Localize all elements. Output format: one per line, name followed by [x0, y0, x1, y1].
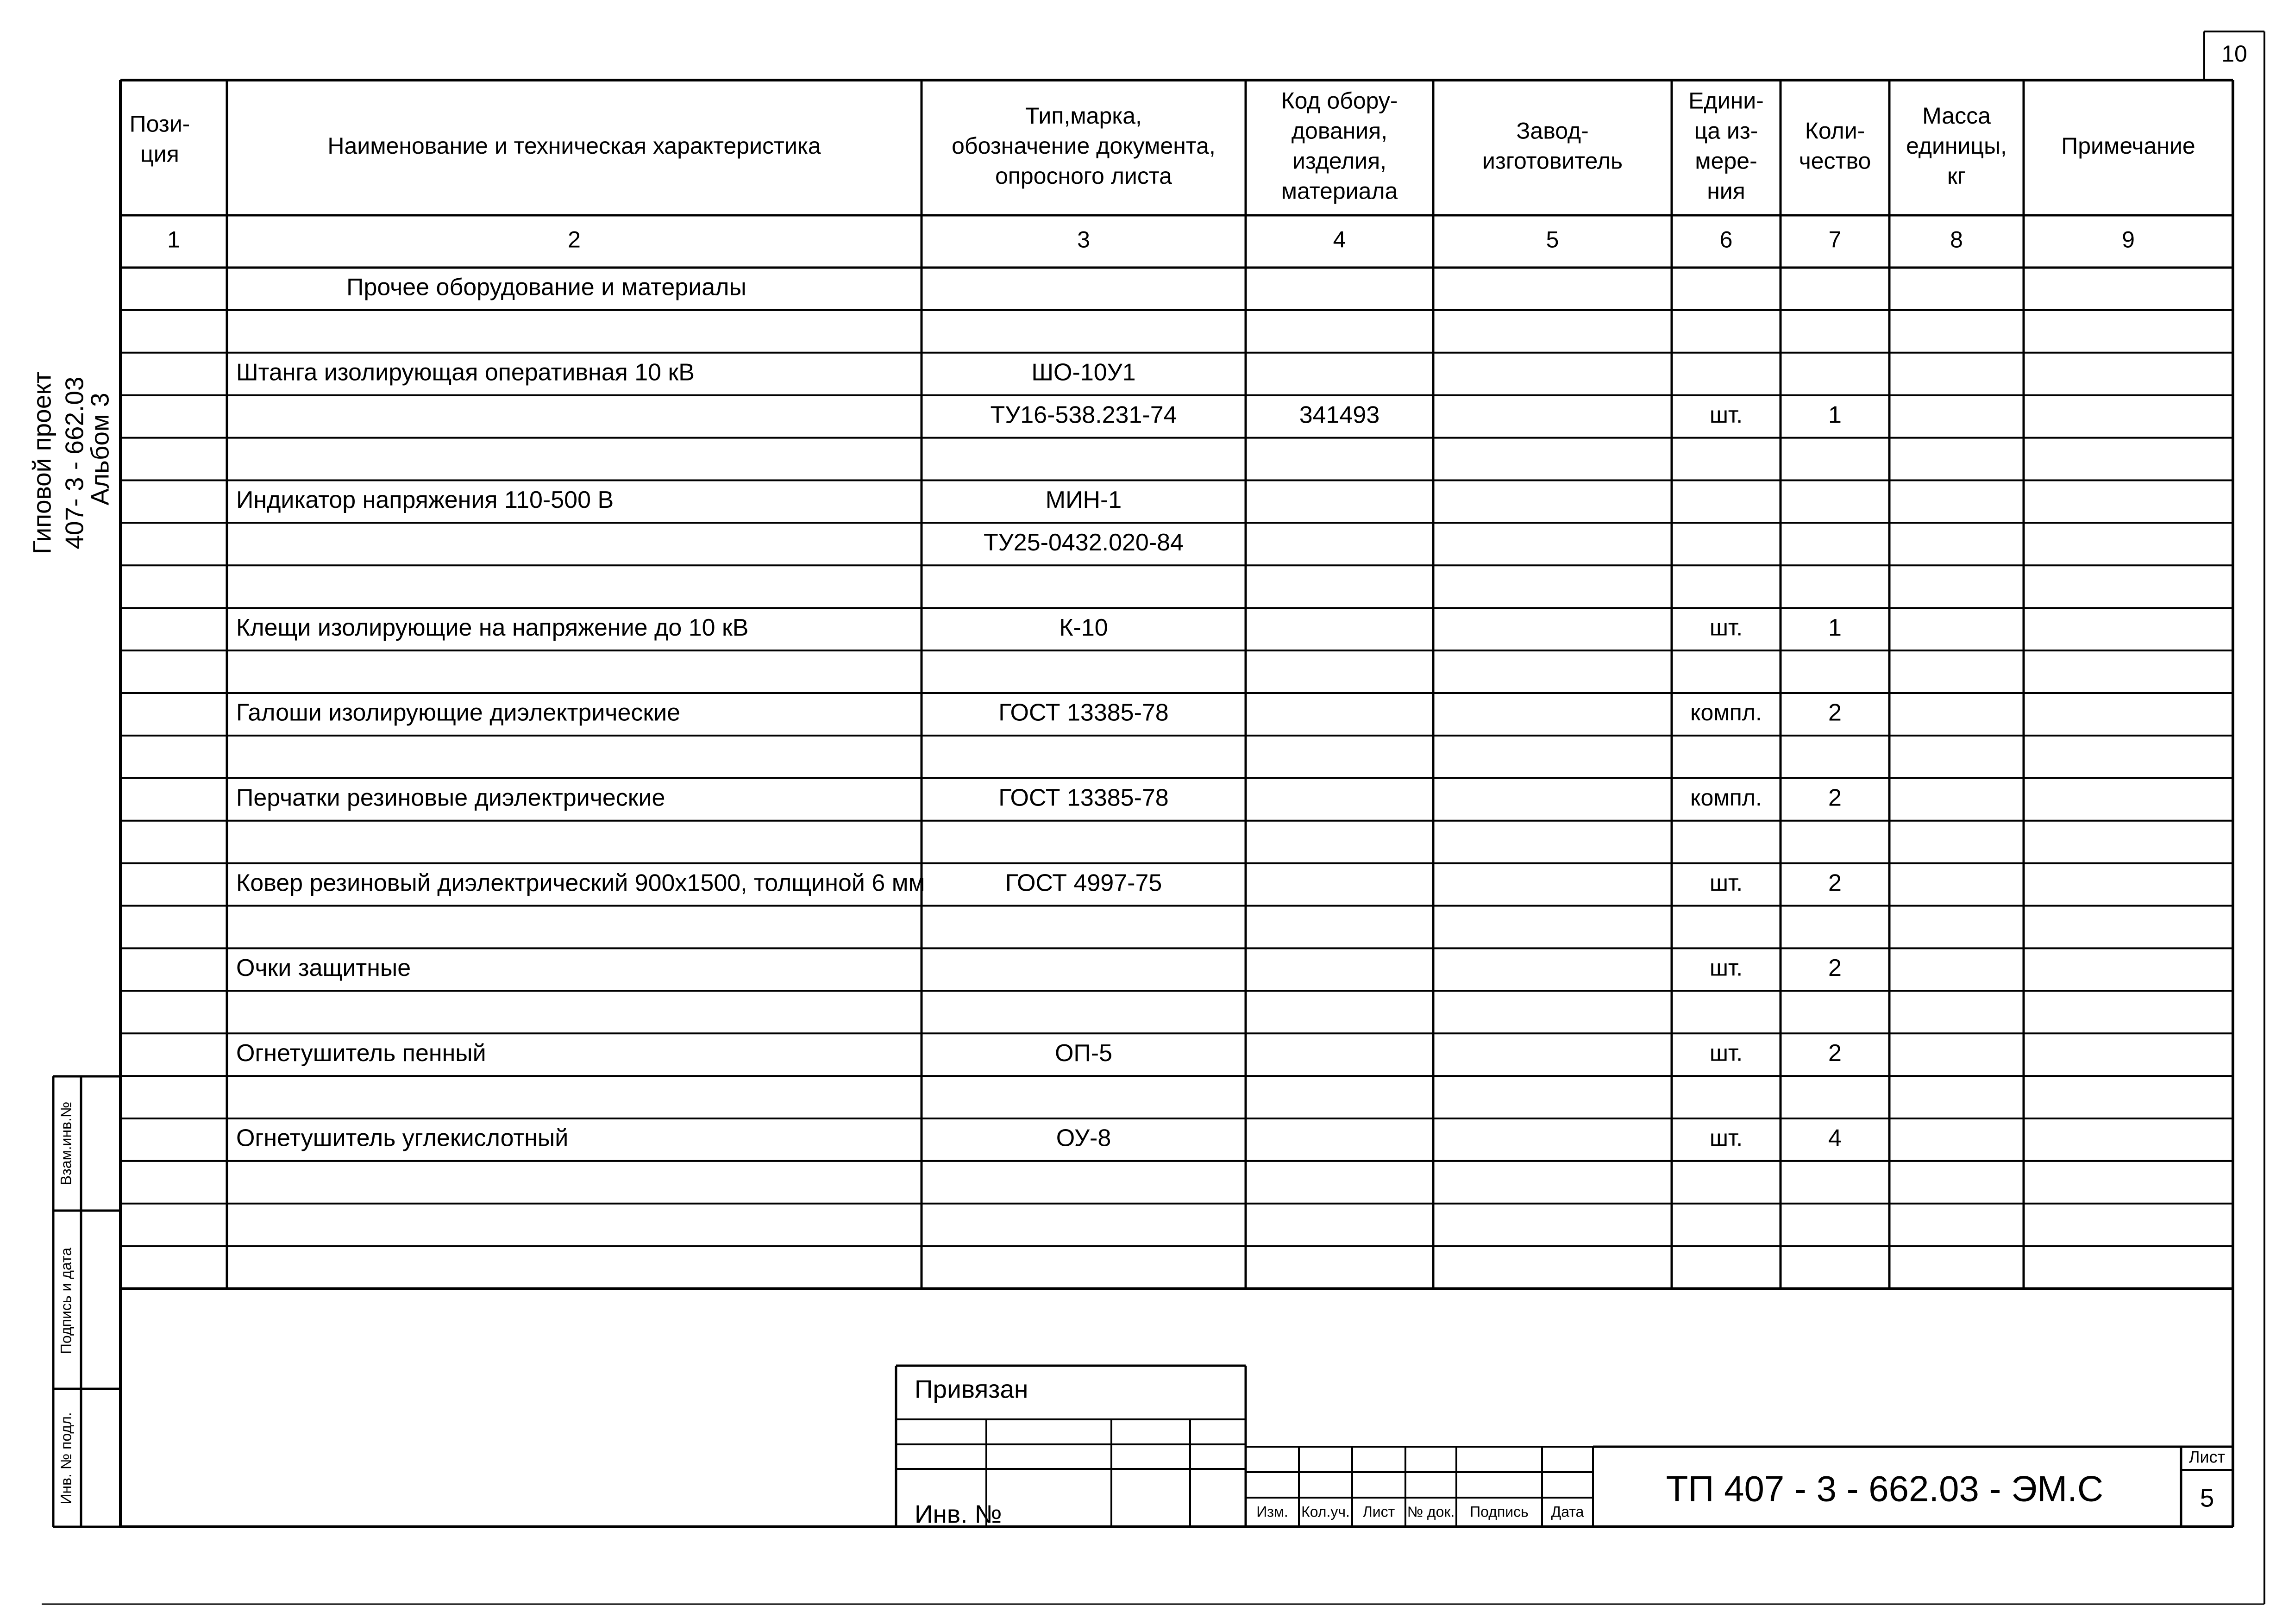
- row-name: Клещи изолирующие на напряжение до 10 кВ: [236, 614, 749, 641]
- row-type: ОУ-8: [1056, 1124, 1111, 1152]
- title-block-label: Дата: [1551, 1503, 1584, 1520]
- row-qty: 1: [1828, 401, 1842, 429]
- row-name: Очки защитные: [236, 955, 411, 982]
- row-qty: 2: [1828, 784, 1842, 812]
- column-number: 7: [1828, 226, 1842, 253]
- header-col-5: Завод-изготовитель: [1482, 118, 1623, 174]
- column-number: 8: [1950, 226, 1963, 253]
- row-qty: 2: [1828, 955, 1842, 982]
- row-qty: 2: [1828, 1039, 1842, 1067]
- row-type: ГОСТ 13385-78: [998, 699, 1169, 726]
- document-designation: ТП 407 - 3 - 662.03 - ЭМ.С: [1666, 1468, 2104, 1509]
- row-unit: шт.: [1709, 401, 1743, 428]
- side-box-inv: Инв. № подл.: [57, 1412, 75, 1505]
- row-name: Ковер резиновый диэлектрический 900х1500, толщиной 6 мм: [236, 869, 925, 897]
- row-unit: шт.: [1709, 1040, 1743, 1066]
- row-unit: шт.: [1709, 614, 1743, 641]
- column-number: 3: [1077, 226, 1090, 253]
- row-qty: 1: [1828, 614, 1842, 641]
- row-name: Штанга изолирующая оперативная 10 кВ: [236, 359, 695, 386]
- row-name: Огнетушитель пенный: [236, 1039, 486, 1067]
- row-qty: 2: [1828, 699, 1842, 726]
- row-name: Перчатки резиновые диэлектрические: [236, 784, 665, 812]
- row-name: Галоши изолирующие диэлектрические: [236, 699, 681, 726]
- column-number: 4: [1333, 226, 1346, 253]
- row-unit: компл.: [1690, 700, 1762, 726]
- row-qty: 4: [1828, 1124, 1842, 1152]
- title-block-label: Изм.: [1256, 1503, 1288, 1520]
- side-project-number: 407- 3 - 662.03: [60, 376, 89, 550]
- title-block-label: № док.: [1407, 1503, 1455, 1520]
- header-position: Пози-ция: [129, 111, 190, 167]
- title-block-label: Подпись: [1470, 1503, 1529, 1520]
- header-col-9: Примечание: [2061, 133, 2195, 159]
- row-type: ШО-10У1: [1031, 359, 1136, 386]
- header-col-2: Наименование и техническая характеристика: [327, 133, 821, 159]
- side-box-podpis: Подпись и дата: [57, 1247, 75, 1355]
- row-unit: шт.: [1709, 869, 1743, 896]
- header-col-8: Масса единицы, кг: [1906, 103, 2007, 189]
- sheet-label: Лист: [2188, 1447, 2226, 1467]
- row-type: МИН-1: [1045, 487, 1122, 514]
- row-qty: 2: [1828, 869, 1842, 897]
- row-type: ГОСТ 13385-78: [998, 784, 1169, 812]
- privyazan-title: Привязан: [915, 1374, 1028, 1404]
- title-block-label: Кол.уч.: [1301, 1503, 1350, 1520]
- header-col-7: Коли-чество: [1799, 118, 1871, 174]
- row-name: Индикатор напряжения 110-500 В: [236, 487, 614, 514]
- column-number: 1: [167, 226, 180, 253]
- row-type: ОП-5: [1054, 1039, 1113, 1067]
- row-unit: шт.: [1709, 955, 1743, 981]
- title-block-label: Лист: [1362, 1503, 1395, 1520]
- row-name: Огнетушитель углекислотный: [236, 1124, 569, 1152]
- row-type: ТУ16-538.231-74: [990, 401, 1177, 429]
- side-album: Альбом 3: [85, 393, 114, 506]
- column-number: 2: [568, 226, 581, 253]
- column-number: 5: [1546, 226, 1559, 253]
- column-number: 9: [2122, 226, 2135, 253]
- row-type: К-10: [1059, 614, 1108, 641]
- row-type: ТУ25-0432.020-84: [984, 529, 1184, 556]
- row-code: 341493: [1299, 401, 1380, 429]
- header-col-6: Едини-ца из-мере-ния: [1688, 87, 1764, 204]
- section-title: Прочее оборудование и материалы: [346, 274, 746, 301]
- row-type: ГОСТ 4997-75: [1005, 869, 1162, 897]
- sheet-number: 5: [2200, 1483, 2214, 1512]
- row-unit: шт.: [1709, 1125, 1743, 1151]
- sheet-counter: 10: [2221, 41, 2247, 67]
- row-unit: компл.: [1690, 784, 1762, 811]
- side-box-vzam: Взам.инв.№: [57, 1101, 75, 1186]
- header-col-4: Код обору-дования, изделия, материала: [1281, 87, 1398, 204]
- header-col-3: Тип,марка, обозначение документа, опросного листа: [952, 103, 1216, 189]
- column-number: 6: [1719, 226, 1733, 253]
- privyazan-inv: Инв. №: [915, 1499, 1002, 1529]
- side-project-title: Гиповой проект: [27, 371, 56, 555]
